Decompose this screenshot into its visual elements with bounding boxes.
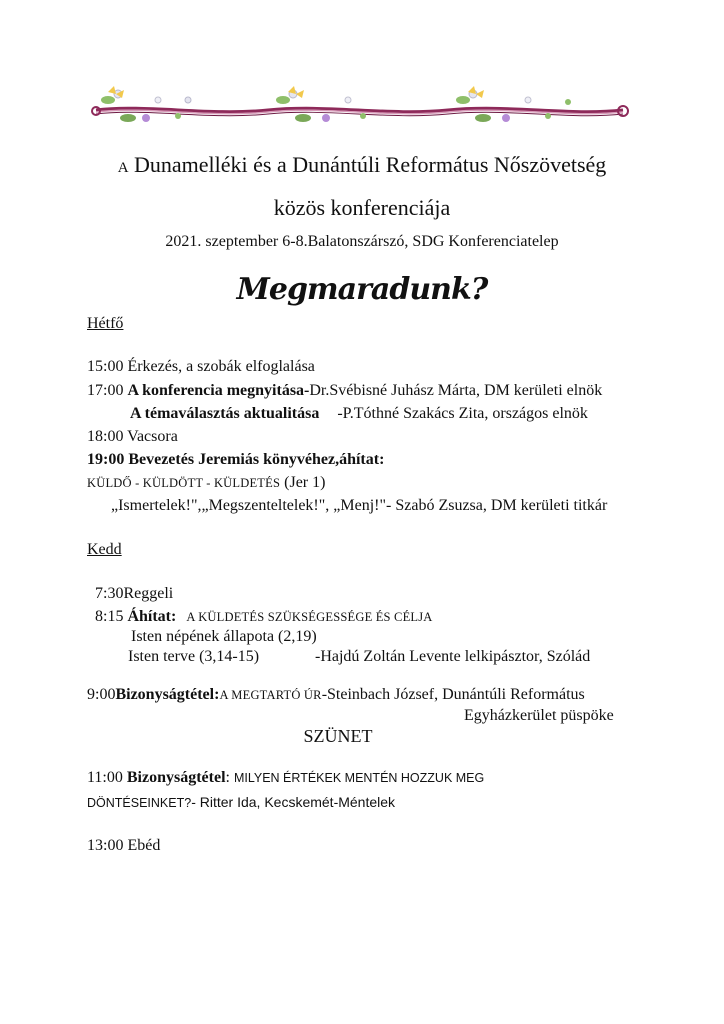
speaker: -Hajdú Zoltán Levente lelkipásztor, Szólád (315, 648, 591, 665)
subtopic: Isten terve (3,14-15) (128, 648, 260, 665)
program-title: Áhítat: (127, 608, 177, 625)
speaker: - Ritter Ida, Kecskemét-Méntelek (191, 794, 396, 810)
flower-cluster-3-icon (456, 86, 571, 122)
day-heading-monday: Hétfő (87, 315, 124, 332)
floral-border-decoration (88, 82, 633, 130)
time: 8:15 (95, 608, 128, 625)
document-subtitle: közös konferenciája (273, 195, 451, 220)
schedule-line: Isten népének állapota (2,19) (131, 628, 317, 645)
schedule-line: 13:00 Ebéd (87, 837, 161, 854)
topic-caps: MILYEN ÉRTÉKEK MENTÉN HOZZUK MEG (233, 771, 485, 785)
title-prefix: A (117, 160, 129, 176)
time: 9:00 (87, 686, 116, 703)
schedule-line (95, 608, 433, 626)
schedule-line: 19:00 Bevezetés Jeremiás könyvéhez,áhítat: (87, 451, 385, 468)
time: 17:00 (87, 382, 128, 399)
date-place: 2021. szeptember 6-8.Balatonszárszó, SDG Konferenciatelep (165, 233, 559, 250)
topic-caps: A KÜLDETÉS SZÜKSÉGESSÉGE ÉS CÉLJA (186, 610, 433, 624)
reference: (Jer 1) (280, 474, 326, 491)
colon: : (225, 769, 234, 786)
schedule-line (128, 648, 259, 666)
schedule-line: 18:00 Vacsora (87, 428, 178, 445)
schedule-line: 7:30Reggeli (95, 585, 174, 602)
topic-caps: A MEGTARTÓ ÚR (219, 688, 322, 702)
program-title: Bizonyságtétel: (115, 686, 220, 703)
speaker-continued: Egyházkerület püspöke (464, 707, 614, 724)
break-label: SZÜNET (303, 726, 373, 746)
speaker: -Steinbach József, Dunántúli Református (321, 686, 585, 703)
topic-caps: DÖNTÉSEINKET? (87, 796, 192, 810)
topic-caps: KÜLDŐ - KÜLDÖTT - KÜLDETÉS (87, 476, 281, 490)
program-title: A konferencia megnyitása- (127, 382, 310, 399)
speaker: Dr.Svébisné Juhász Márta, DM kerületi elnök (309, 382, 603, 399)
flower-cluster-2-icon (276, 86, 366, 122)
program-title: Bizonyságtétel (126, 769, 226, 786)
schedule-line (130, 405, 588, 423)
schedule-line (87, 474, 325, 492)
day-heading-tuesday: Kedd (87, 541, 122, 558)
flower-cluster-1-icon (101, 86, 191, 122)
program-title: A témaválasztás aktualitása (130, 405, 320, 422)
speaker: -P.Tóthné Szakács Zita, országos elnök (337, 405, 588, 422)
time: 11:00 (87, 769, 127, 786)
schedule-line (87, 382, 602, 400)
schedule-line: 15:00 Érkezés, a szobák elfoglalása (87, 358, 315, 375)
schedule-line (87, 686, 585, 704)
schedule-line: „Ismertelek!",„Megszenteltelek!", „Menj!"- Szabó Zsuzsa, DM kerületi titkár (111, 497, 608, 514)
motto-heading: Megmaradunk? (236, 272, 488, 307)
document-title (0, 152, 724, 178)
schedule-line (87, 769, 484, 787)
title-text: Dunamelléki és a Dunántúli Református Nőszövetség (134, 152, 607, 177)
schedule-line (87, 794, 395, 812)
